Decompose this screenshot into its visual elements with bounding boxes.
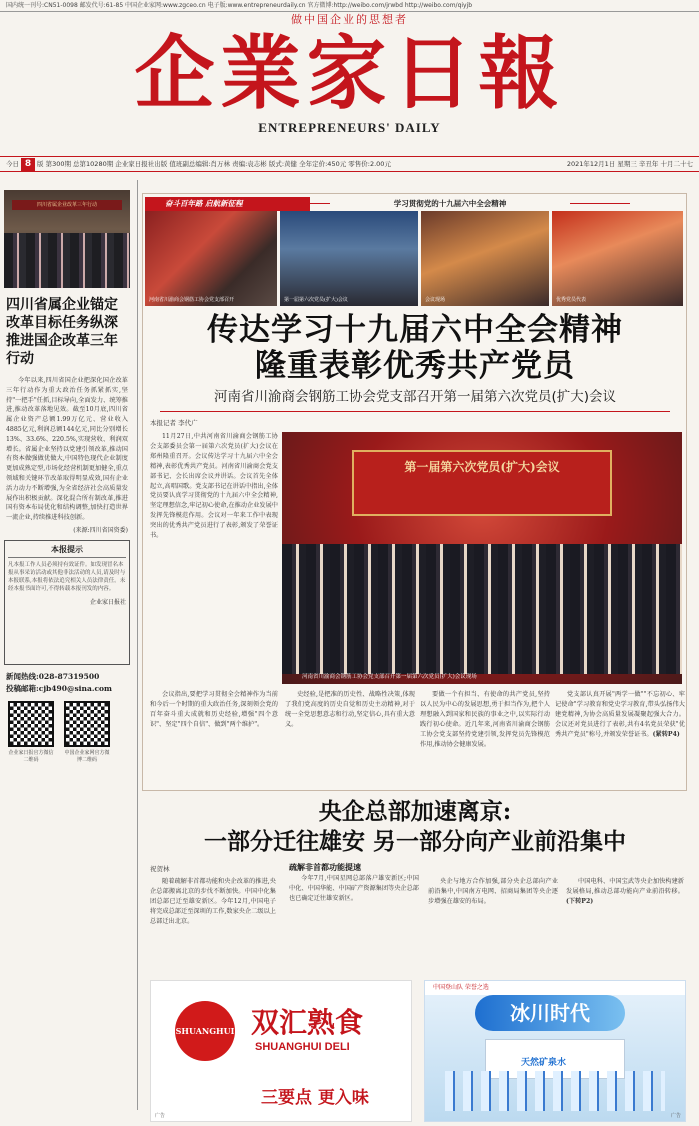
article2-subtitle: 疏解非首都功能提速 [289,862,361,872]
column-text: 党支部认真开展"两学一做""不忘初心、牢记使命"学习教育和党史学习教育,带头弘扬伟大建党精神,为协会高质量发展凝聚起强大合力。会议还对党员进行了表彰,共有4名党员荣获"优秀共产党员"称号,并颁发荣誉证书。 [555,691,685,738]
left-article-body: 今年以来,四川省国企业把深化国企改革三年行动作为重大政治任务抓紧抓实,坚持"一把手"任抓,目标导向,全面发力、统筹推进,推动改革落地见效。截至10月底,四川省属企业资产总额1.99万亿元、营业收入4885亿元,利润总额144亿元,同比分别增长13%、33.6%、220.5%,实现营收、利润双增长。省属企业坚持以党建引领改革,推动国有资本做强做优做大,中国特色现代企业制度更加成熟定型,市场化经营机制更加健全,重点领域和关键环节改革取得明显成效,国有企业活力动力不断增强,为全省经济社会高质量发展作出积极贡献。深化混合所有制改革,推进国有资本布局优化和结构调整,加快打造世界一流企业,持续推进科技创新。 [6,377,128,522]
article2-headline-line2: 一部分迁往雄安 另一部分向产业前沿集中 [203,828,626,855]
ad-brand-english: SHUANGHUI DELI [255,1041,350,1053]
article2-column-2: 今年7月,中国星网总部落户雄安新区;中国中化、中国华能、中国矿产资源集团等央企总部也已确定迁往雄安新区。 [289,875,419,902]
photo-caption: 第一届第六次党员(扩大)会议 [284,297,348,303]
bingchuan-ad[interactable] [424,980,686,1122]
today-label: 今日 [6,160,19,168]
feature-tag-left: 奋斗百年路 启航新征程 [145,197,310,211]
ad-slogan: 三要点 更入味 [261,1088,369,1108]
feature-column-1: 会议指出,要把学习贯彻全会精神作为当前和今后一个时期的重大政治任务,深刻领会党的百年奋斗重大成就和历史经验,增强"四个意识"、坚定"四个自信"、做到"两个维护"。 [150,691,278,728]
article2-headline[interactable] [145,797,685,857]
feature-column-3: 要做一个有担当、有使命的共产党员,坚持以人民为中心的发展思想,勇于担当作为,把个人理想融入到国家和民族的事业之中,以实际行动践行初心使命。近几年来,河南省川渝商会钢筋工协会党支部坚持党建引领,发挥党员先锋模范作用,推动协会健康发展。 [420,691,550,748]
article2-column-1: 随着疏解非首都功能和央企改革的推进,央企总部搬离北京的步伐不断加快。中国中化集团总部已迁至雄安新区。今年12月,中国电子将完成总部迁至深圳的工作,数家央企二级以上总部迁出北京。 [150,878,276,925]
photo-banner: 四川省属企业改革三年行动 [12,200,122,210]
qr-label: 中国企业家网官方微博二维码 [64,749,110,763]
subheadline-rule [160,411,670,412]
ad-brand-name: 冰川时代 [475,995,625,1031]
feature-photo-4[interactable] [552,211,683,306]
feature-column-2: 史经验,是把准的历史性、战略性决策,体现了我们党高度的历史自觉和历史主动精神,对于统一全党思想意志和行动,坚定信心,具有重大意义。 [285,691,415,728]
submission-email[interactable]: 投稿邮箱:cjb490@sina.com [6,683,112,693]
qr-codes [8,701,126,747]
continued-link[interactable]: (下转P2) [566,897,594,905]
feature-headline-line1: 传达学习十九届六中全会精神 [207,312,623,348]
left-article-photo [4,190,130,288]
notice-box [4,540,130,665]
feature-photo-1[interactable] [145,211,277,306]
notice-sign: 企业家日报社 [89,598,126,606]
photo-caption: 会议现场 [425,297,446,303]
notice-body: 凡本报工作人员必须持有效证件。如发现冒名本报从事采访活动或其他非法活动的人员,请及时与本报联系,本报将依法追究相关人员法律责任。未经本报书面许可,不得转载本报刊发的内容。 [8,561,126,592]
article2-headline-line1: 央企总部加速离京: [318,798,512,825]
photo-screen-banner: 第一届第六次党员(扩大)会议 [352,450,612,516]
bottles-icon [445,1071,665,1111]
feature-headline-line2: 隆重表彰优秀共产党员 [255,348,575,384]
ad-brand-name: 双汇熟食 [251,1006,364,1039]
qr-label: 企业家日报官方微信二维码 [8,749,54,763]
qr-labels [8,749,126,763]
contact-info [6,671,128,695]
continued-link[interactable]: (紧转P4) [652,730,680,738]
issue-info: 版 第300期 总第10280期 企业家日报社出版 值班副总编辑:肖万林 责编:袁志彬 版式:黄健 全年定价:450元 零售价:2.00元 [37,160,391,168]
photo-crowd [282,544,682,674]
article2-byline: 祝贺林 [150,865,170,873]
qr-code-icon[interactable] [8,701,54,747]
photo-caption: 优秀党员代表 [556,297,587,303]
feature-main-photo[interactable] [282,432,682,684]
masthead-english: ENTREPRENEURS' DAILY [258,120,441,135]
page-number-badge: 8 [21,158,35,171]
feature-tag-right: 学习贯彻党的十九届六中全会精神 [330,197,570,211]
main-photo-caption: 河南省川渝商会钢筋工协会党支部召开第一届第六次党员(扩大)会议现场 [302,674,477,680]
slogan: 做中国企业的思想者 [291,13,408,26]
masthead-logo: 企業家日報 [134,26,565,120]
feature-byline: 本报记者 李代广 [150,419,198,427]
photo-crowd [4,233,130,288]
article2-column-3: 央企与地方合作加强,部分央企总部向产业前沿集中,中国南方电网、招商局集团等央企逐步增强在雄安的布局。 [428,878,558,905]
column-divider [137,180,138,1110]
ad-subtitle: 天然矿泉水 [521,1058,567,1068]
feature-headline[interactable] [145,312,685,384]
left-article-source: (来源:四川省国资委) [73,526,128,534]
news-hotline: 新闻热线:028-87319500 [6,671,100,681]
feature-subheadline: 河南省川渝商会钢筋工协会党支部召开第一届第六次党员(扩大)会议 [213,389,617,405]
feature-photo-2[interactable] [280,211,418,306]
ad-label: 广告 [670,1113,681,1119]
notice-title: 本报提示 [8,544,126,558]
issue-date: 2021年12月1日 星期三 辛丑年 十月二十七 [566,160,693,168]
photo-caption: 河南省川渝商会钢筋工协会党支部召开 [149,297,235,303]
ad-header: 中国登山队 荣誉之选 [425,981,685,995]
ad-label: 广告 [155,1113,166,1119]
pig-logo-icon: SHUANGHUI [175,1001,235,1061]
article2-column-4 [566,877,684,907]
feature-photo-3[interactable] [421,211,549,306]
feature-column-4 [555,690,685,740]
left-column [0,176,134,1126]
qr-code-icon[interactable] [64,701,110,747]
column-text: 中国电科、中国宝武等央企加快构建新发展格局,推动总部功能向产业前沿转移。 [566,878,684,895]
shuanghui-ad[interactable] [150,980,412,1122]
top-info-strip: 国内统一刊号:CN51-0098 邮发代号:61-85 中国企业家网:www.zgceo.cn 电子版:www.entrepreneurdaily.cn 官方微博:http://weibo.com/jrwbd http://weibo.com/qiyjb [0,0,699,12]
left-headline[interactable]: 四川省属企业锚定改革目标任务纵深推进国企改革三年行动 [6,297,118,367]
issue-info-bar [0,156,699,172]
feature-intro-text: 11月27日,中共河南省川渝商会钢筋工协会支部委员会第一届第六次党员(扩大)会议在郑州隆重召开。会议传达学习十九届六中全会精神,表彰优秀共产党员。河南省川渝商会党支部书记、会长出席会议并讲话。会议首先全体起立,高唱国歌。党支部书记在讲话中指出,全体党员要认真学习贯彻党的十九届六中全会精神,坚定理想信念,牢记初心使命,在推动企业发展中发挥先锋模范作用。会议对一年来工作中表现突出的优秀共产党员进行了表彰,颁发了荣誉证书。 [150,433,278,540]
